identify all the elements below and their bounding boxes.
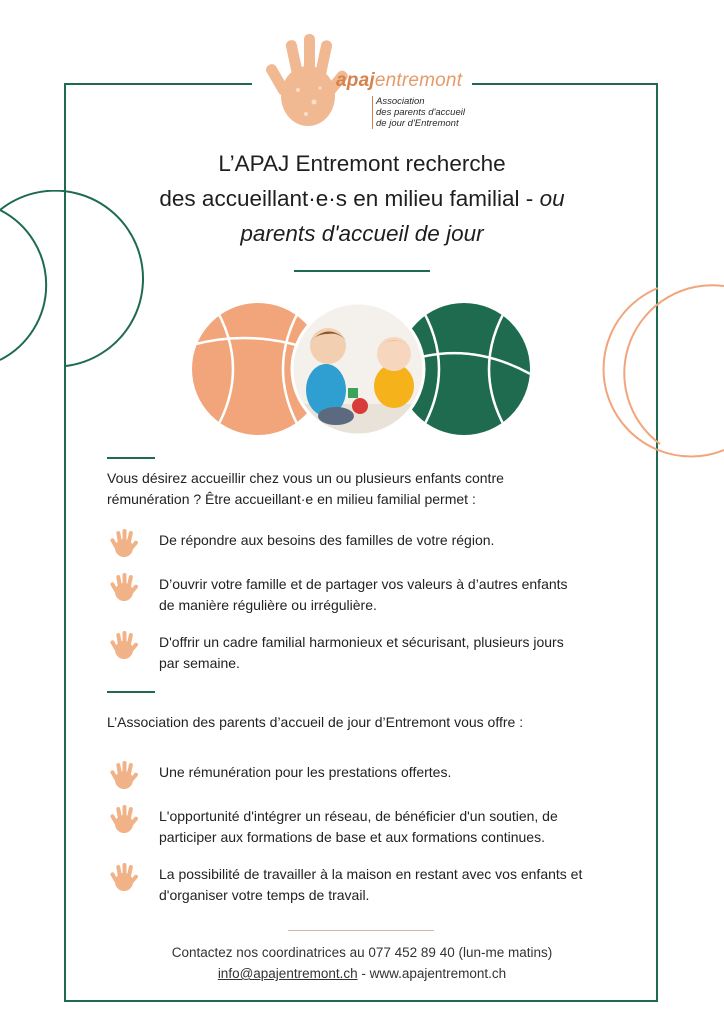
intro-paragraph: Vous désirez accueillir chez vous un ou plusieurs enfants contre rémunération ? Être accueillant·e en milieu familial permet :	[107, 470, 504, 507]
hand-print-icon	[107, 570, 141, 604]
intro-accent	[107, 457, 155, 459]
footer-separator	[288, 930, 434, 931]
list-item: Une rémunération pour les prestations offertes.	[107, 762, 627, 792]
hand-print-icon	[107, 628, 141, 662]
list-item: La possibilité de travailler à la maison en restant avec vos enfants et d'organiser votre temps de travail.	[107, 864, 627, 906]
list-item: D’ouvrir votre famille et de partager vos valeurs à d’autres enfants de manière régulière ou irrégulière.	[107, 574, 627, 616]
list-item: D'offrir un cadre familial harmonieux et sécurisant, plusieurs jours par semaine.	[107, 632, 627, 674]
hand-print-icon	[107, 526, 141, 560]
hand-print-icon	[107, 758, 141, 792]
list-item: L'opportunité d'intégrer un réseau, de bénéficier d'un soutien, de participer aux formations de base et aux formations continues.	[107, 806, 627, 848]
page-title: L’APAJ Entremont recherche des accueillant·e·s en milieu familial - ou parents d'accueil de jour	[159, 151, 565, 246]
contact-block	[80, 942, 644, 984]
section2-heading: L’Association des parents d’accueil de jour d’Entremont vous offre :	[107, 714, 524, 730]
website-link[interactable]: www.apajentremont.ch	[369, 966, 507, 981]
logo-subtitle: Association des parents d'accueil de jour d'Entremont	[372, 96, 465, 129]
title-divider	[294, 270, 430, 272]
contact-separator: -	[357, 966, 370, 981]
email-link[interactable]: info@apajentremont.ch	[217, 966, 358, 981]
contact-phone-line: Contactez nos coordinatrices au 077 452 89 40 (lun-me matins)	[171, 945, 553, 960]
hand-print-icon	[107, 802, 141, 836]
logo-wordmark: apajentremont	[336, 70, 463, 91]
hand-print-icon	[107, 860, 141, 894]
children-photo	[288, 296, 428, 442]
list-item: De répondre aux besoins des familles de votre région.	[107, 530, 627, 560]
ball-circles-illustration	[188, 296, 534, 442]
section2-accent	[107, 691, 155, 693]
orange-arc-decoration	[560, 280, 724, 470]
